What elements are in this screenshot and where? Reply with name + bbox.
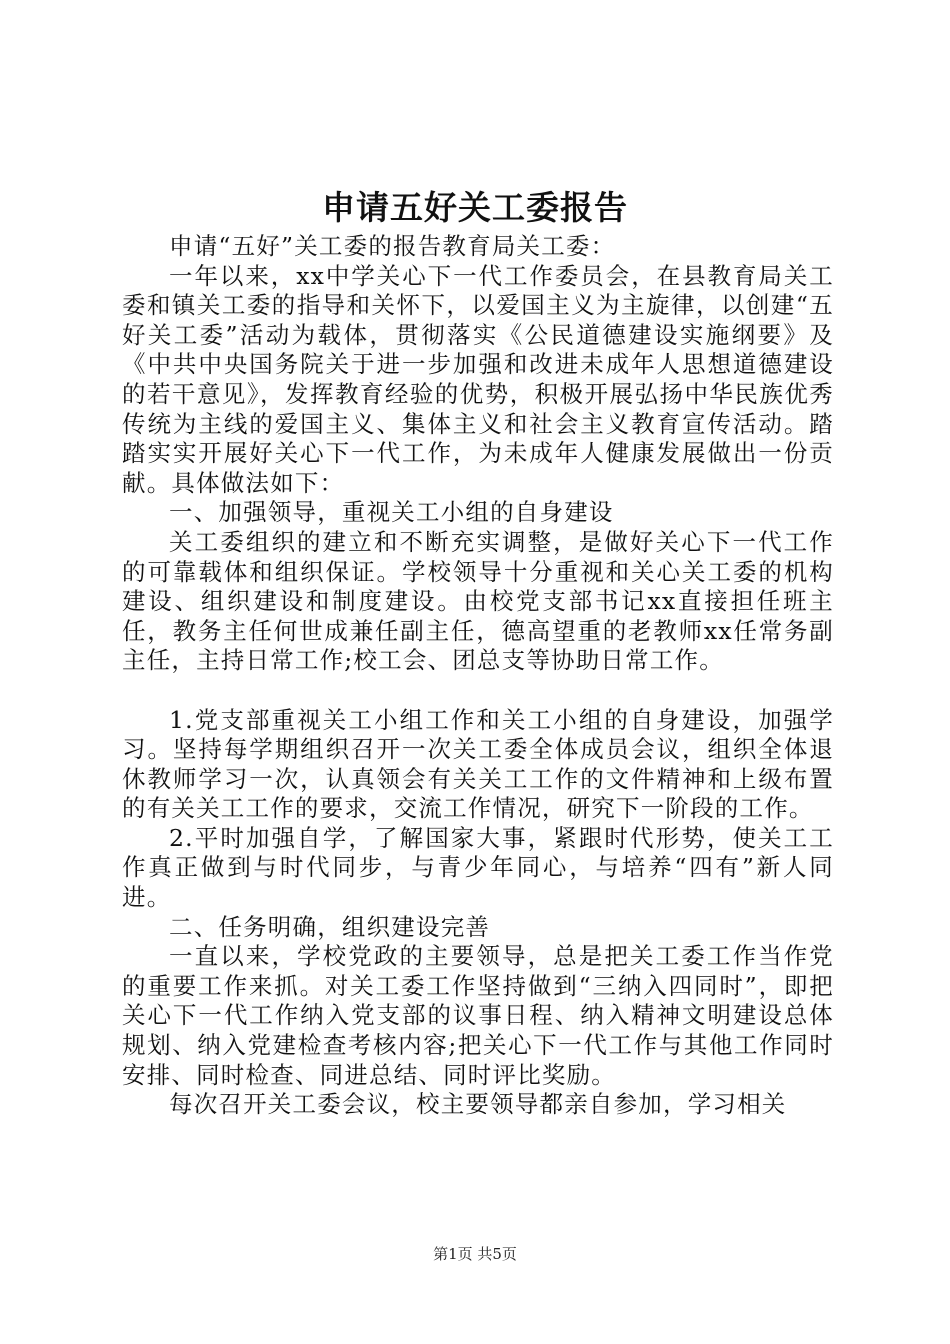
body-paragraph: 每次召开关工委会议，校主要领导都亲自参加，学习相关 xyxy=(169,1090,787,1119)
section-heading-2: 二、任务明确，组织建设完善 xyxy=(169,912,491,941)
salutation-paragraph: 申请“五好”关工委的报告教育局关工委： xyxy=(169,232,616,260)
body-paragraph: 一直以来，学校党政的主要领导，总是把关工委工作当作党的重要工作来抓。对关工委工作坚持做到“三纳入四同时”，即把关心下一代工作纳入党支部的议事日程、纳入精神文明建设总体规划、纳入党建检查考核内容;把关心下一代工作与其他工作同时安排、同时检查、同进总结、同时评比奖励。 xyxy=(122,942,834,1089)
numbered-item-2: 2.平时加强自学，了解国家大事，紧跟时代形势，使关工工作真正做到与时代同步，与青少年同心，与培养“四有”新人同进。 xyxy=(122,823,834,912)
document-title: 申请五好关工委报告 xyxy=(322,188,628,227)
intro-paragraph: 一年以来，xx中学关心下一代工作委员会，在县教育局关工委和镇关工委的指导和关怀下，以爱国主义为主旋律，以创建“五好关工委”活动为载体，贯彻落实《公民道德建设实施纲要》及《中共中央国务院关于进一步加强和改进未成年人思想道德建设的若干意见》，发挥教育经验的优势，积极开展弘扬中华民族优秀传统为主线的爱国主义、集体主义和社会主义教育宣传活动。踏踏实实开展好关心下一代工作，为未成年人健康发展做出一份贡献。具体做法如下： xyxy=(122,261,834,497)
numbered-item-1: 1.党支部重视关工小组工作和关工小组的自身建设，加强学习。坚持每学期组织召开一次关工委全体成员会议，组织全体退休教师学习一次，认真领会有关关工工作的文件精神和上级布置的有关关工工作的要求，交流工作情况，研究下一阶段的工作。 xyxy=(122,705,834,823)
page-footer: 第1页 共5页 xyxy=(433,1245,517,1263)
paragraph-spacer xyxy=(122,676,834,706)
document-body xyxy=(122,232,834,1120)
body-paragraph: 关工委组织的建立和不断充实调整，是做好关心下一代工作的可靠载体和组织保证。学校领导十分重视和关心关工委的机构建设、组织建设和制度建设。由校党支部书记xx直接担任班主任，教务主任何世成兼任副主任，德高望重的老教师xx任常务副主任，主持日常工作;校工会、团总支等协助日常工作。 xyxy=(122,527,834,675)
section-heading-1: 一、加强领导，重视关工小组的自身建设 xyxy=(169,498,614,527)
